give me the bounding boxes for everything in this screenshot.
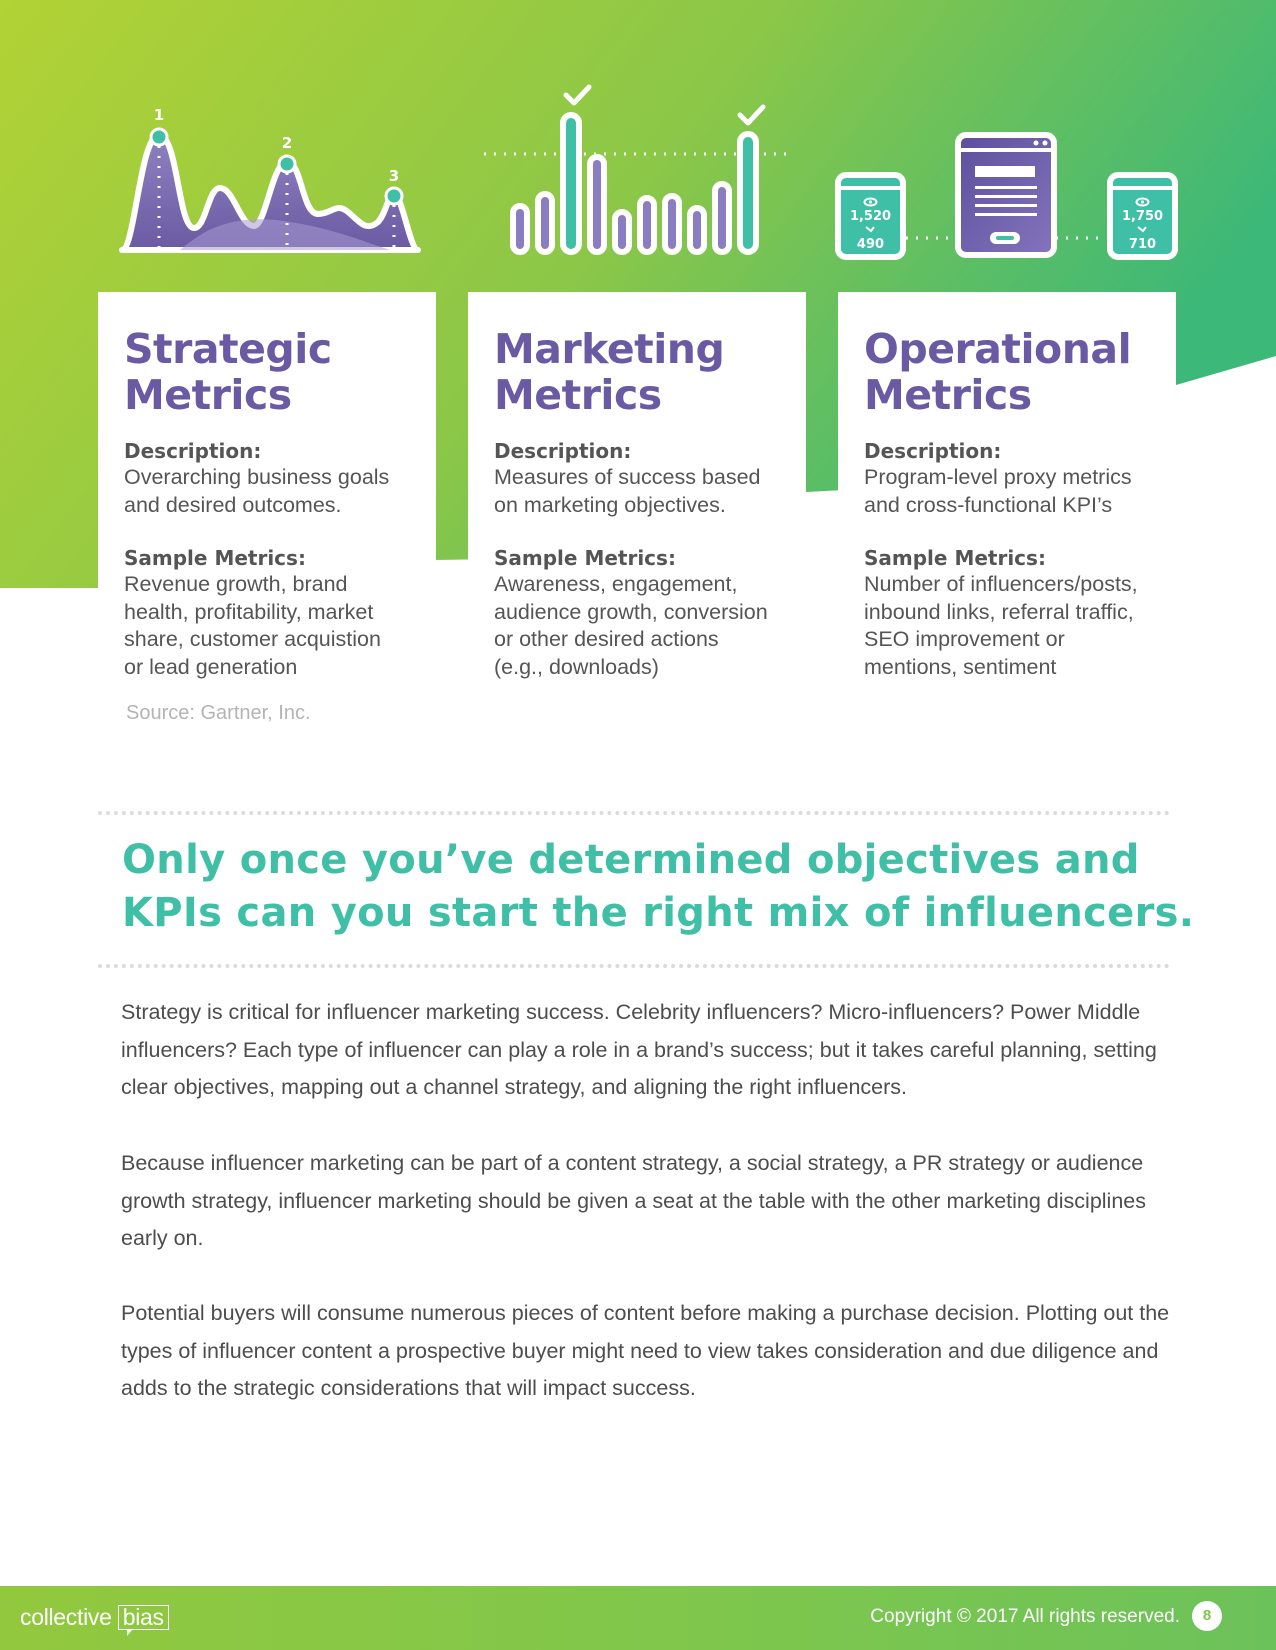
peak-label-2: 2 — [281, 134, 293, 152]
page-number-badge: 8 — [1192, 1601, 1222, 1631]
marketing-metrics-card — [468, 292, 806, 732]
sample-metrics-text: Awareness, engagement, audience growth, conversion or other desired actions (e.g., downloads) — [494, 572, 768, 679]
left-device-views: 1,520 — [849, 209, 892, 224]
description-label: Description: — [864, 439, 1002, 463]
sample-metrics-text: Revenue growth, brand health, profitability, market share, customer acquistion or lead generation — [124, 572, 381, 679]
headline: Only once you’ve determined objectives and KPIs can you start the right mix of influencers. — [122, 837, 1195, 936]
sample-metrics-text: Number of influencers/posts, inbound links, referral traffic, SEO improvement or mentions, sentiment — [864, 572, 1138, 679]
peak-label-1: 1 — [153, 106, 165, 124]
description-label: Description: — [124, 439, 262, 463]
sample-metrics-label: Sample Metrics: — [864, 546, 1046, 570]
right-device-clicks: 710 — [1128, 237, 1157, 252]
source-citation: Source: Gartner, Inc. — [126, 702, 311, 724]
dotted-divider-bottom — [98, 964, 1170, 968]
description-text: Measures of success based on marketing objectives. — [494, 465, 761, 517]
body-paragraph-1: Strategy is critical for influencer marketing success. Celebrity influencers? Micro-influencers? Power Middle influencers? Each type of influencer can play a role in a brand’s success; but it takes careful planning, setting clear objectives, mapping out a channel strategy, and aligning the right influencers. — [121, 1000, 1157, 1099]
sample-metrics-label: Sample Metrics: — [494, 546, 676, 570]
footer-bar — [0, 1586, 1276, 1650]
body-paragraph-2: Because influencer marketing can be part of a content strategy, a social strategy, a PR strategy or audience growth strategy, influencer marketing should be given a seat at the table with the other marketing disciplines early on. — [121, 1151, 1146, 1250]
left-device-clicks: 490 — [856, 237, 885, 252]
description-label: Description: — [494, 439, 632, 463]
dotted-divider-top — [98, 811, 1170, 815]
body-paragraph-3: Potential buyers will consume numerous pieces of content before making a purchase decision. Plotting out the types of influencer content a prospective buyer might need to view takes consideration and due diligence and adds to the strategic considerations that will impact success. — [121, 1301, 1170, 1400]
copyright-text: Copyright © 2017 All rights reserved. — [870, 1606, 1180, 1627]
card-title: Strategic Metrics — [124, 325, 332, 419]
card-title: Operational Metrics — [864, 325, 1132, 419]
sample-metrics-label: Sample Metrics: — [124, 546, 306, 570]
right-device-views: 1,750 — [1121, 209, 1164, 224]
description-text: Program-level proxy metrics and cross-functional KPI’s — [864, 465, 1132, 517]
collective-bias-logo: collective bias — [20, 1604, 169, 1631]
card-title: Marketing Metrics — [494, 325, 725, 419]
strategic-metrics-card — [98, 292, 436, 732]
description-text: Overarching business goals and desired outcomes. — [124, 465, 390, 517]
operational-metrics-card — [838, 292, 1176, 732]
peak-label-3: 3 — [388, 167, 400, 185]
